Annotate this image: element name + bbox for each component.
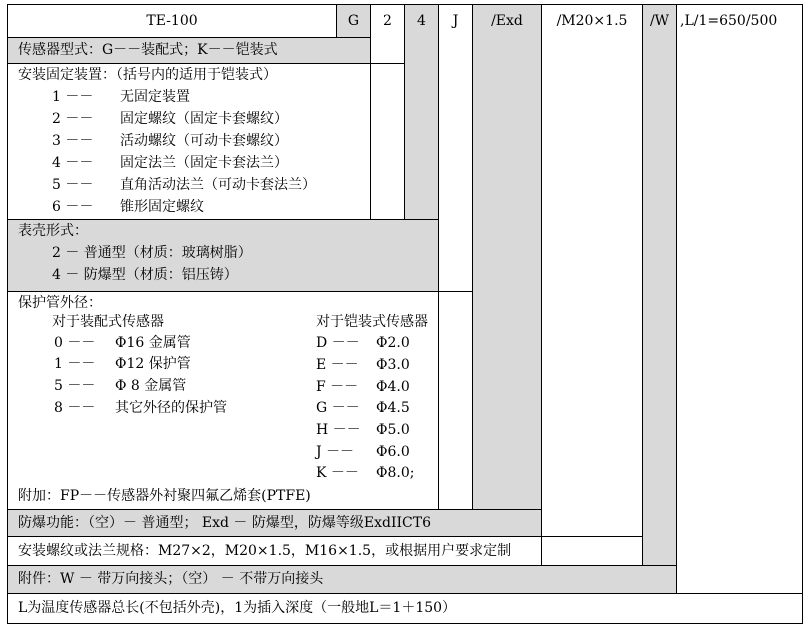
code-j: J bbox=[452, 13, 459, 29]
mounting-item-code: 2 －－ bbox=[52, 111, 94, 127]
tube-assembled-text: Φ 8 金属管 bbox=[115, 378, 187, 394]
code-w: /W bbox=[649, 13, 670, 29]
col-m20-strip bbox=[541, 4, 643, 566]
housing-item: 2 － 普通型（材质：玻璃树脂） bbox=[52, 245, 252, 261]
tube-assembled-title: 对于装配式传感器 bbox=[52, 314, 164, 330]
col-exd-strip bbox=[472, 4, 542, 537]
mounting-item-text: 直角活动法兰（可动卡套法兰） bbox=[120, 177, 316, 193]
explosion-text: 防爆功能：（空）－ 普通型； Exd － 防爆型，防爆等级ExdIICT6 bbox=[18, 515, 431, 531]
tube-armored-text: Φ5.0 bbox=[376, 422, 410, 438]
mounting-item-code: 3 －－ bbox=[52, 133, 94, 149]
mounting-item-code: 5 －－ bbox=[52, 177, 94, 193]
tube-title: 保护管外径： bbox=[18, 295, 102, 311]
mounting-item-text: 锥形固定螺纹 bbox=[120, 199, 204, 215]
mounting-item-text: 活动螺纹（可动卡套螺纹） bbox=[120, 133, 288, 149]
tube-assembled-code: 5 －－ bbox=[54, 378, 96, 394]
tube-armored-text: Φ6.0 bbox=[376, 444, 410, 460]
mounting-item-text: 固定法兰（固定卡套法兰） bbox=[120, 155, 288, 171]
mounting-item-code: 6 －－ bbox=[52, 199, 94, 215]
tube-assembled-code: 0 －－ bbox=[54, 335, 96, 351]
tube-assembled-text: 其它外径的保护管 bbox=[115, 400, 227, 416]
tube-armored-text: Φ2.0 bbox=[376, 335, 410, 351]
housing-title: 表壳形式： bbox=[18, 223, 88, 239]
thread-spec-text: 安装螺纹或法兰规格：M27×2，M20×1.5，M16×1.5，或根据用户要求定制 bbox=[18, 543, 512, 559]
length-note-text: L为温度传感器总长(不包括外壳)，1为插入深度（一般地L＝1＋150） bbox=[18, 600, 457, 616]
code-4: 4 bbox=[417, 13, 426, 29]
tube-assembled-text: Φ16 金属管 bbox=[115, 335, 191, 351]
tube-armored-code: F －－ bbox=[316, 379, 359, 395]
tube-armored-code: J －－ bbox=[316, 444, 355, 460]
code-2: 2 bbox=[383, 13, 392, 29]
tube-armored-code: K －－ bbox=[316, 465, 359, 481]
tube-armored-text: Φ4.5 bbox=[376, 400, 410, 416]
tube-armored-text: Φ8.0; bbox=[376, 465, 415, 481]
tube-armored-code: G －－ bbox=[316, 400, 360, 416]
tube-armored-code: D －－ bbox=[316, 335, 360, 351]
model-code: TE-100 bbox=[146, 13, 198, 29]
code-g: G bbox=[347, 13, 360, 29]
code-m20: /M20×1.5 bbox=[556, 13, 628, 29]
col-w-strip bbox=[642, 4, 677, 594]
housing-item: 4 － 防爆型（材质：铝压铸） bbox=[52, 267, 238, 283]
code-length: ,L/1=650/500 bbox=[680, 13, 778, 29]
accessory-text: 附件：W － 带万向接头；（空） － 不带万向接头 bbox=[18, 571, 324, 587]
tube-assembled-text: Φ12 保护管 bbox=[115, 356, 191, 372]
code-exd: /Exd bbox=[491, 13, 523, 29]
mounting-title: 安装固定装置：（括号内的适用于铠装式） bbox=[18, 67, 277, 83]
tube-armored-code: H －－ bbox=[316, 422, 361, 438]
tube-assembled-code: 1 －－ bbox=[54, 356, 96, 372]
tube-addon: 附加：FP－－传感器外衬聚四氟乙烯套(PTFE) bbox=[18, 488, 311, 504]
mounting-item-code: 1 －－ bbox=[52, 89, 94, 105]
tube-armored-text: Φ3.0 bbox=[376, 357, 410, 373]
tube-armored-code: E －－ bbox=[316, 357, 359, 373]
mounting-item-code: 4 －－ bbox=[52, 155, 94, 171]
tube-armored-title: 对于铠装式传感器 bbox=[316, 314, 428, 330]
mounting-item-text: 固定螺纹（固定卡套螺纹） bbox=[120, 111, 288, 127]
sensor-type-text: 传感器型式：G－－装配式；K－－铠装式 bbox=[18, 42, 278, 58]
tube-assembled-code: 8 －－ bbox=[54, 400, 96, 416]
mounting-item-text: 无固定装置 bbox=[120, 89, 190, 105]
tube-armored-text: Φ4.0 bbox=[376, 379, 410, 395]
